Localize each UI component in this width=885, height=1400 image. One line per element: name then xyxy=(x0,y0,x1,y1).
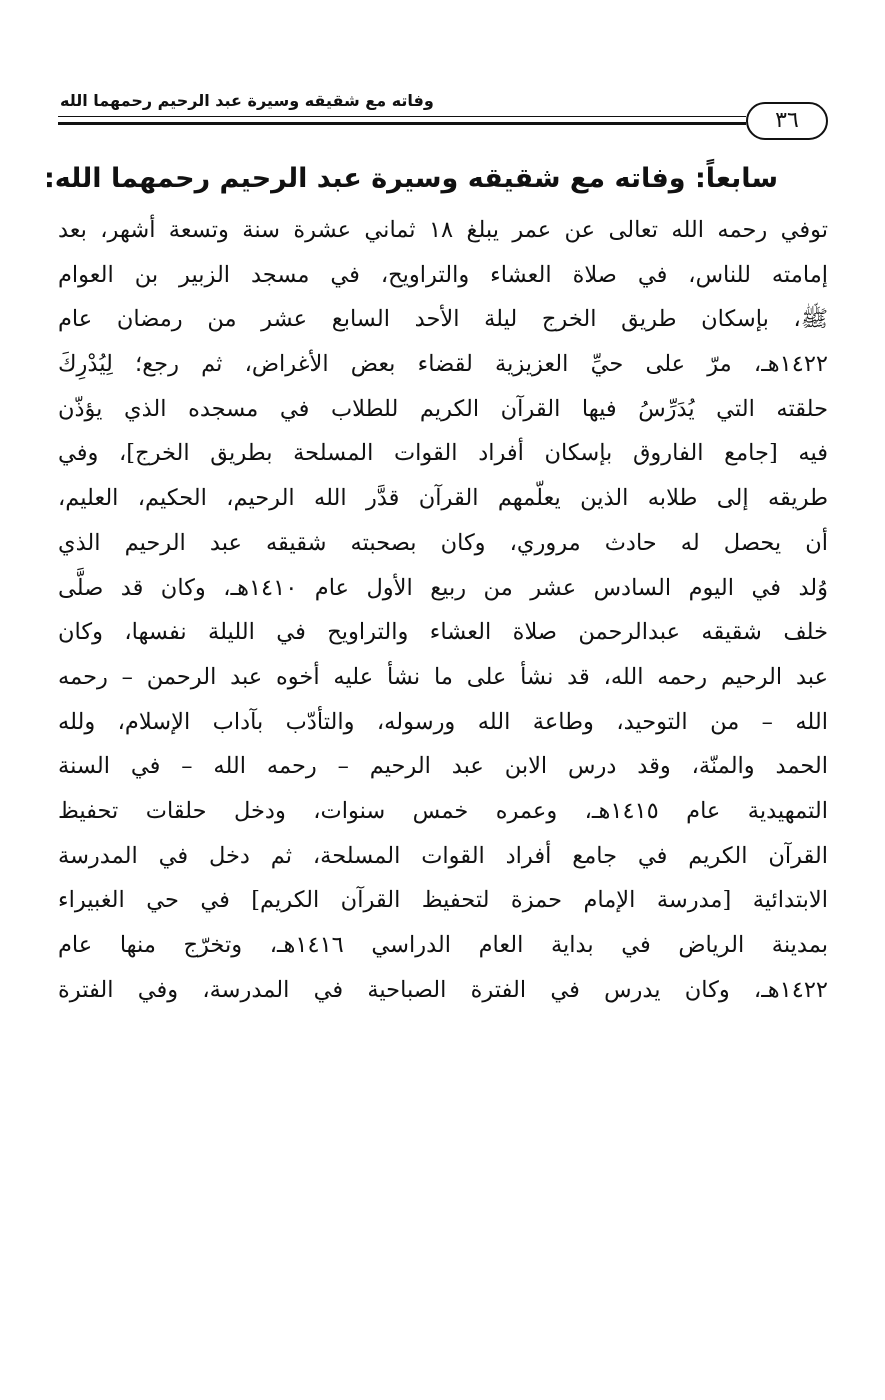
text-line: توفي رحمه الله تعالى عن عمر يبلغ ١٨ ثماني عشرة سنة وتسعة أشهر، بعد xyxy=(58,217,829,243)
text-line: التمهيدية عام ١٤١٥هـ، وعمره خمس سنوات، ودخل حلقات تحفيظ xyxy=(58,797,828,824)
running-header-title: وفاته مع شقيقه وسيرة عبد الرحيم رحمهما الله xyxy=(60,91,434,110)
text-line: خلف شقيقه عبدالرحمن صلاة العشاء والتراويح في الليلة نفسها، وكان xyxy=(58,619,828,646)
text-line: الابتدائية [مدرسة الإمام حمزة لتحفيظ القرآن الكريم] في حي الغبيراء xyxy=(58,887,828,914)
text-line: ﷺ، بإسكان طريق الخرج ليلة الأحد السابع عشر من رمضان عام xyxy=(58,306,828,333)
text-line: بمدينة الرياض في بداية العام الدراسي ١٤١٦هـ، وتخرّج منها عام xyxy=(58,932,828,958)
section-heading: سابعاً: وفاته مع شقيقه وسيرة عبد الرحيم رحمهما الله: xyxy=(43,163,778,194)
header-rule-thin xyxy=(58,116,746,117)
header-rule-thick xyxy=(58,122,746,125)
text-line: طريقه إلى طلابه الذين يعلّمهم القرآن قدَّر الله الرحيم، الحكيم، العليم، xyxy=(58,485,828,512)
text-line: حلقته التي يُدَرِّسُ فيها القرآن الكريم للطلاب في مسجده الذي يؤذّن xyxy=(58,395,828,422)
text-line: ١٤٢٢هـ، مرّ على حيِّ العزيزية لقضاء بعض الأغراض، ثم رجع؛ لِيُدْرِكَ xyxy=(58,351,828,378)
text-line: الله – من التوحيد، وطاعة الله ورسوله، والتأدّب بآداب الإسلام، ولله xyxy=(58,708,828,735)
text-line: ١٤٢٢هـ، وكان يدرس في الفترة الصباحية في المدرسة، وفي الفترة xyxy=(58,976,828,1003)
text-line: أن يحصل له حادث مروري، وكان بصحبته شقيقه عبد الرحيم الذي xyxy=(58,529,828,556)
text-line: وُلد في اليوم السادس عشر من ربيع الأول عام ١٤١٠هـ، وكان قد صلَّى xyxy=(58,574,828,601)
body-paragraph xyxy=(58,208,828,1012)
main-content xyxy=(43,150,829,1012)
text-line: إمامته للناس، في صلاة العشاء والتراويح، في مسجد الزبير بن العوام xyxy=(58,261,828,288)
page-number: ٣٦ xyxy=(746,102,828,140)
text-line: فيه [جامع الفاروق بإسكان أفراد القوات المسلحة بطريق الخرج]، وفي xyxy=(58,440,828,467)
text-line: عبد الرحيم رحمه الله، قد نشأ على ما نشأ عليه أخوه عبد الرحمن – رحمه xyxy=(58,663,828,690)
text-line: القرآن الكريم في جامع أفراد القوات المسلحة، ثم دخل في المدرسة xyxy=(58,842,828,869)
text-line: الحمد والمنّة، وقد درس الابن عبد الرحيم – رحمه الله – في السنة xyxy=(58,753,828,780)
